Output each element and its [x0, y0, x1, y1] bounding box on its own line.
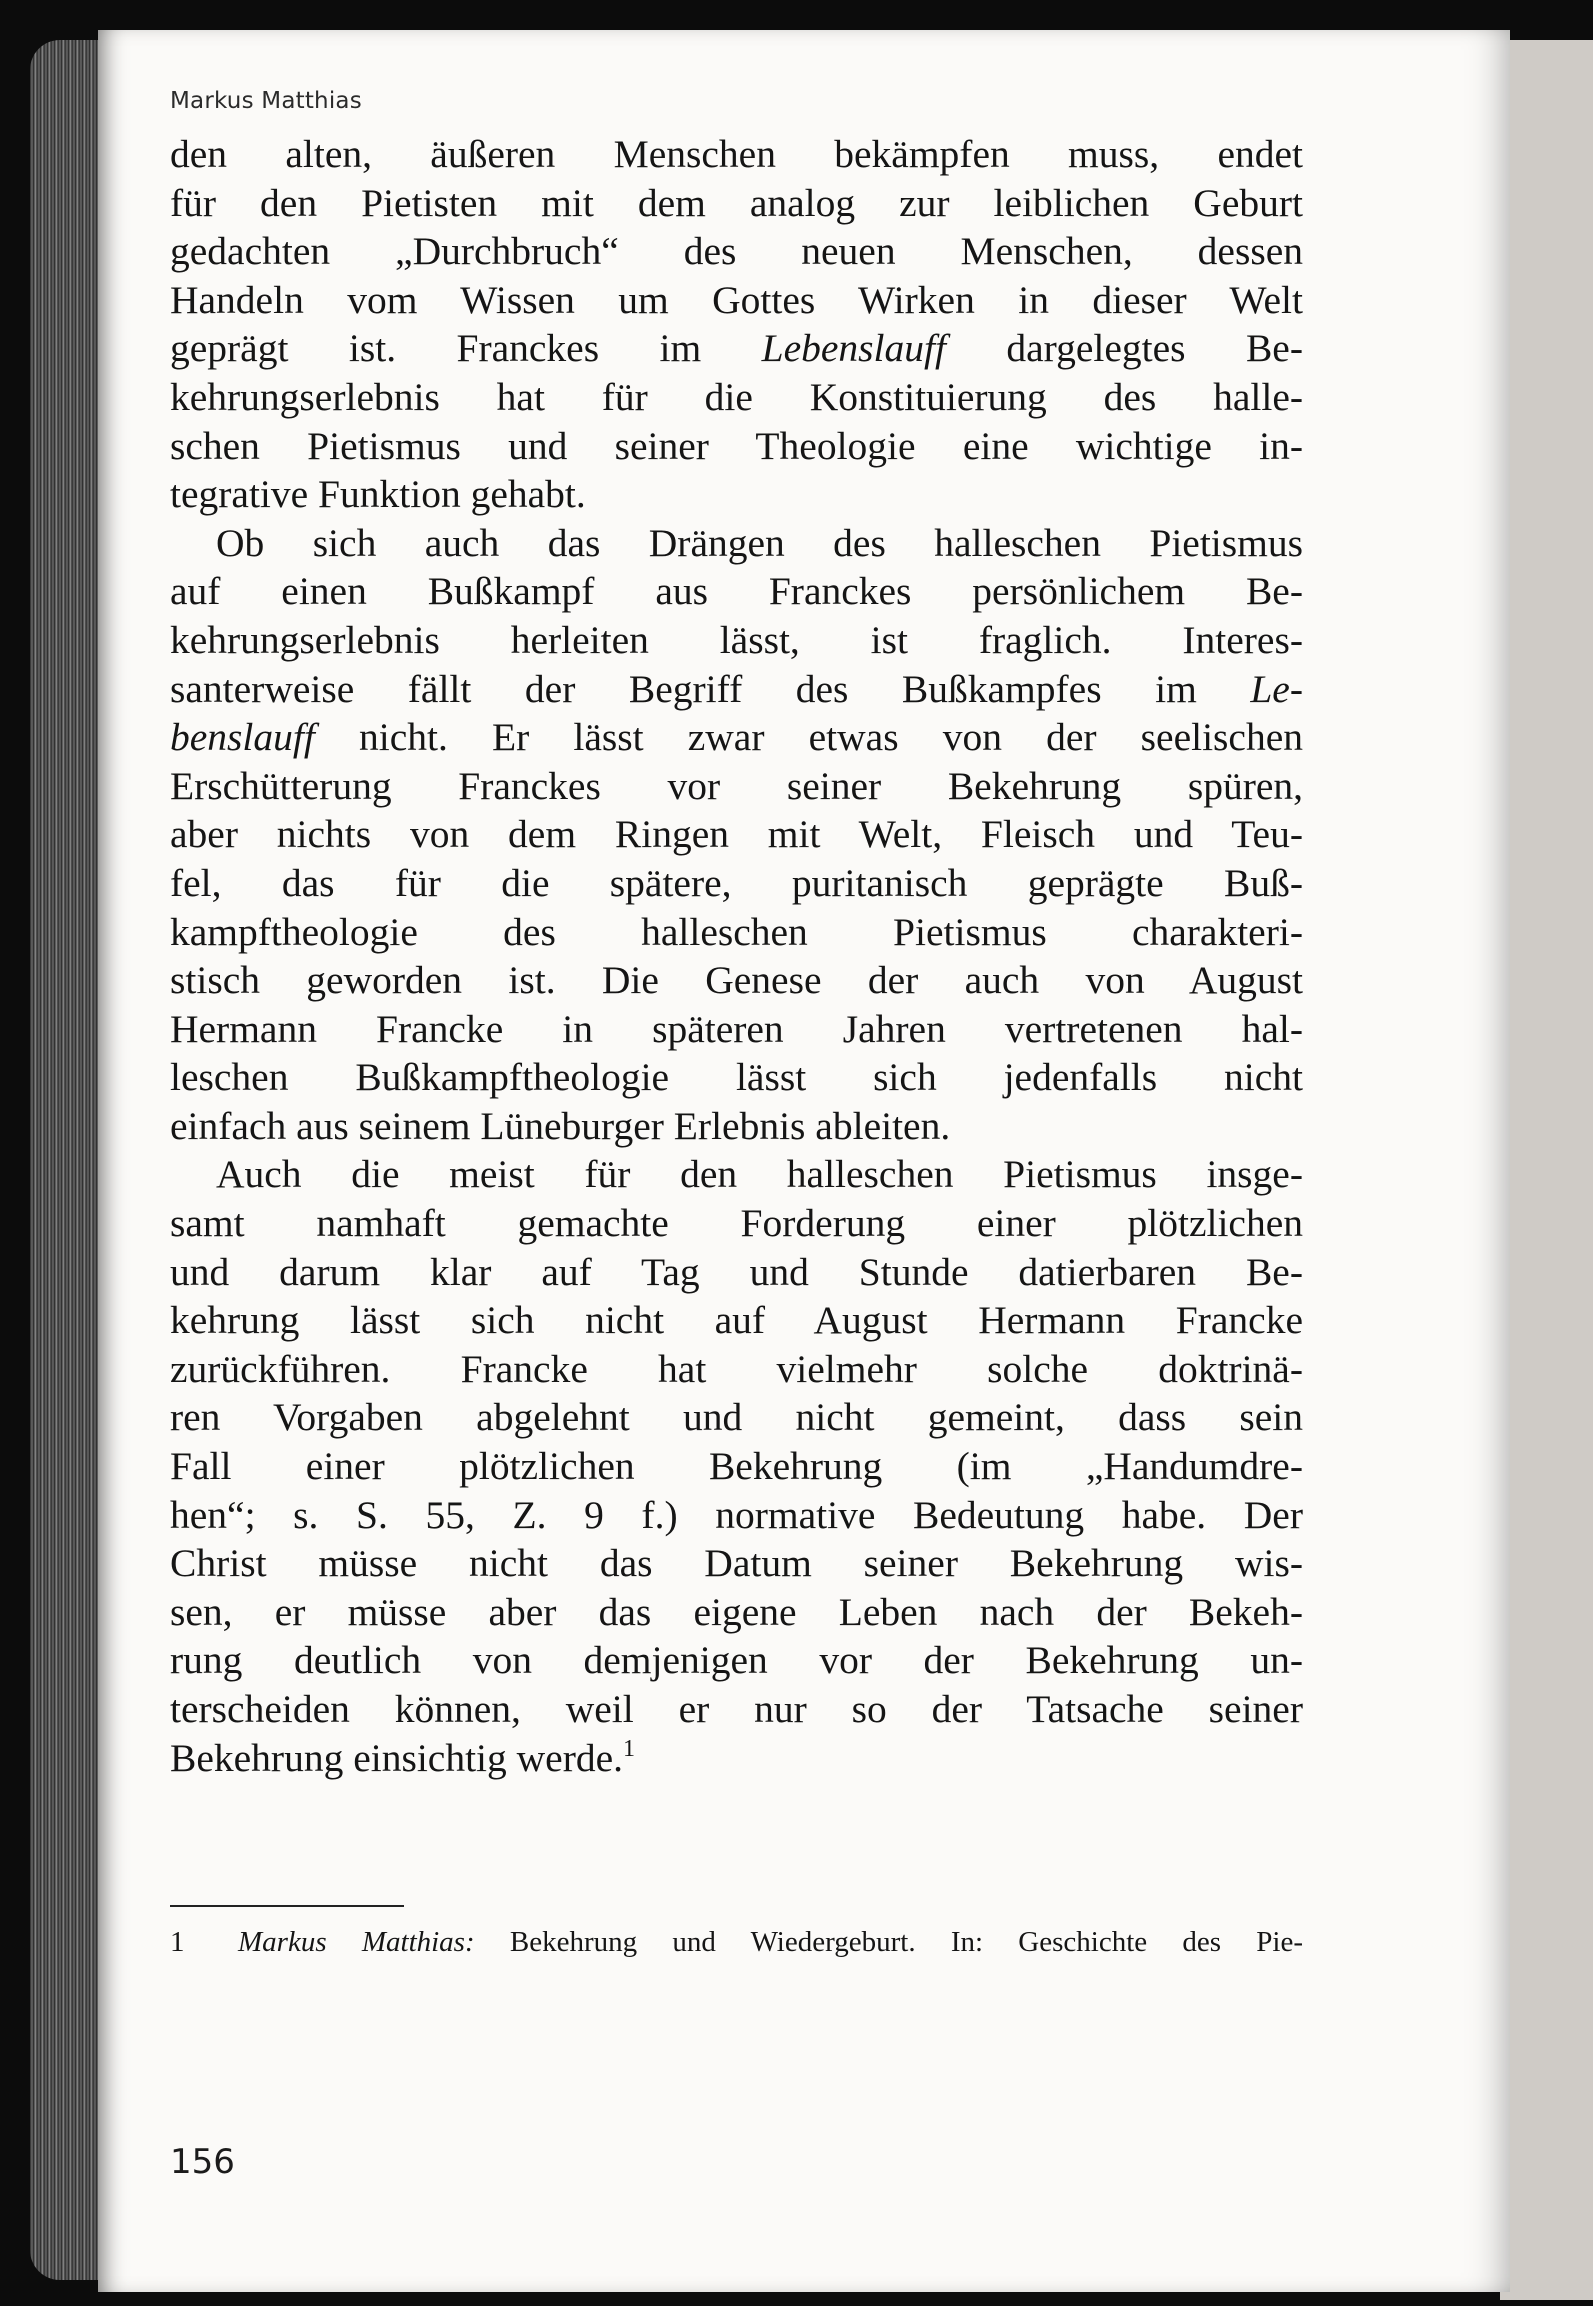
- footnote: [170, 1924, 1303, 1960]
- text-line: fel, das für die spätere, puritanisch geprägte Buß-: [170, 860, 1303, 905]
- text-line: rung deutlich von demjenigen vor der Bekehrung un-: [170, 1638, 1303, 1683]
- text-line: sen, er müsse aber das eigene Leben nach der Bekeh-: [170, 1589, 1303, 1634]
- text-line: für den Pietisten mit dem analog zur leiblichen Geburt: [170, 180, 1303, 225]
- text-line: leschen Bußkampftheologie lässt sich jedenfalls nicht: [170, 1055, 1303, 1100]
- body-text: [170, 130, 1303, 1782]
- text-line: ren Vorgaben abgelehnt und nicht gemeint, dass sein: [170, 1395, 1303, 1440]
- text-line: zurückführen. Francke hat vielmehr solche doktrinä-: [170, 1346, 1303, 1391]
- footnote-separator: [170, 1905, 404, 1907]
- text-line: Ob sich auch das Drängen des halleschen Pietismus: [216, 520, 1303, 565]
- text-line: kehrungserlebnis herleiten lässt, ist fraglich. Interes-: [170, 617, 1303, 662]
- text-line: den alten, äußeren Menschen bekämpfen muss, endet: [170, 132, 1303, 176]
- text-line: Hermann Francke in späteren Jahren vertretenen hal-: [170, 1006, 1303, 1051]
- text-line: aber nichts von dem Ringen mit Welt, Fleisch und Teu-: [170, 812, 1303, 857]
- italic-title: benslauff: [170, 715, 315, 760]
- italic-title: Lebenslauff: [761, 326, 946, 371]
- italic-title: Le-: [1250, 666, 1303, 711]
- text-line: samt namhaft gemachte Forderung einer plötzlichen: [170, 1201, 1303, 1246]
- text-line: terscheiden können, weil er nur so der Tatsache seiner: [170, 1687, 1303, 1731]
- text-line: Erschütterung Franckes vor seiner Bekehrung spüren,: [170, 763, 1303, 808]
- text-line: hen“; s. S. 55, Z. 9 f.) normative Bedeutung habe. Der: [170, 1492, 1303, 1537]
- text-line: und darum klar auf Tag und Stunde datierbaren Be-: [170, 1249, 1303, 1294]
- text-line: kehrungserlebnis hat für die Konstituierung des halle-: [170, 374, 1303, 419]
- text-line: kampftheologie des halleschen Pietismus charakteri-: [170, 909, 1303, 954]
- text-line: Bekehrung einsichtig werde.$^1$: [170, 1735, 636, 1780]
- text-line: Christ müsse nicht das Datum seiner Bekehrung wis-: [170, 1541, 1303, 1586]
- footnote-author: Markus Matthias:: [238, 1926, 475, 1958]
- text-line: benslauff nicht. Er lässt zwar etwas von der seelischen: [170, 715, 1303, 760]
- footnote-reference[interactable]: 1: [623, 1735, 636, 1762]
- text-line: geprägt ist. Franckes im Lebenslauff dargelegtes Be-: [170, 326, 1303, 371]
- text-line: Auch die meist für den halleschen Pietismus insge-: [216, 1152, 1303, 1197]
- footnote-text: Bekehrung und Wiedergeburt. In: Geschichte des Pie-: [474, 1926, 1303, 1958]
- text-line: Fall einer plötzlichen Bekehrung (im „Handumdre-: [170, 1444, 1303, 1489]
- text-line: santerweise fällt der Begriff des Bußkampfes im Le-: [170, 666, 1303, 711]
- text-line: gedachten „Durchbruch“ des neuen Menschen, dessen: [170, 229, 1303, 274]
- text-line: Handeln vom Wissen um Gottes Wirken in dieser Welt: [170, 277, 1303, 322]
- text-line: schen Pietismus und seiner Theologie eine wichtige in-: [170, 423, 1303, 468]
- text-line: tegrative Funktion gehabt.: [170, 472, 586, 517]
- text-line: kehrung lässt sich nicht auf August Hermann Francke: [170, 1298, 1303, 1343]
- facing-page-edge: [1500, 40, 1593, 2300]
- text-line: einfach aus seinem Lüneburger Erlebnis ableiten.: [170, 1103, 951, 1148]
- text-line: stisch geworden ist. Die Genese der auch von August: [170, 958, 1303, 1003]
- footnote-number: 1: [170, 1926, 185, 1958]
- text-line: auf einen Bußkampf aus Franckes persönlichem Be-: [170, 569, 1303, 614]
- running-head: Markus Matthias: [170, 88, 362, 114]
- page-number: 156: [170, 2142, 235, 2182]
